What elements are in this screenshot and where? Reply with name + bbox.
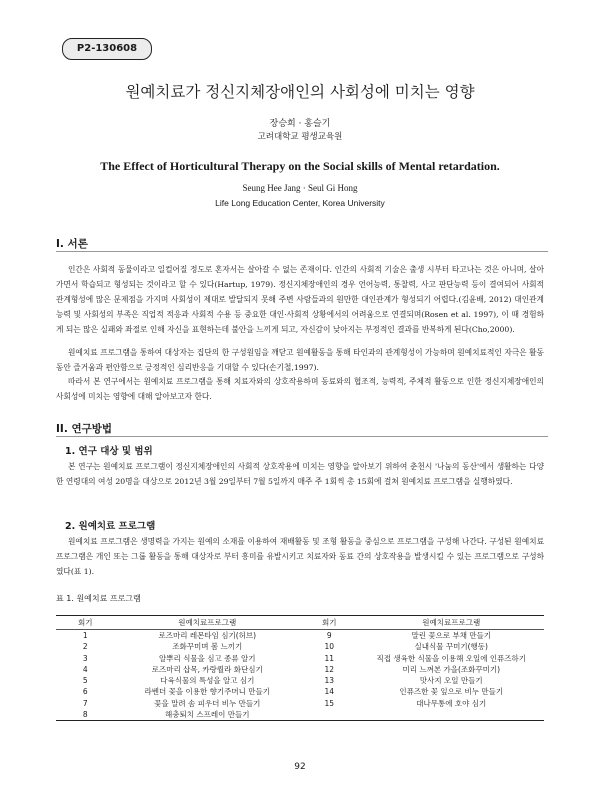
methods-subjects-paragraph: 본 연구는 원예치료 프로그램이 정신지체장애인의 사회적 상호작용에 미치는 영향을 알아보기 위하여 춘천시 '나눔의 동산'에서 생활하는 다양한 연령대의 여성 20명을 대상으로 2012년 3월 29일부터 7월 5일까지 매주 주 1회씩 총 15회에 걸쳐 원예치료 프로그램을 실행하였다. [56, 462, 544, 486]
cell-program: 알뿌리 식물을 심고 종류 알기 [159, 653, 256, 663]
table-row [56, 698, 544, 709]
cell-session: 5 [82, 676, 88, 686]
cell-session: 6 [82, 687, 88, 697]
intro-paragraph-1: 인간은 사회적 동물이라고 일컬어질 정도로 혼자서는 살아갈 수 없는 존재이다. 인간의 사회적 기술은 출생 시부터 타고나는 것은 아니며, 살아가면서 학습되고 형성되는 것이라고 할 수 있다(Hartup, 1979). 정신지체장애인의 경우 언어능력, 통찰력, 사고 판단능력 등이 결여되어 사회적 관계형성에 많은 문제점을 가지며 사회성이 제대로 발달되지 못해 주변 사람들과의 원만한 대인관계가 형성되기 어렵다.(김윤배, 2012) 대인관계 능력 및 사회성의 부족은 직업적 적응과 사회적 수용 등 중요한 대인·사회적 상황에서의 어려움으로 연결되며(Rosen et al. 1997), 이 때 경험하게 되는 많은 실패와 좌절로 인해 자신을 표현하는데 불안을 느끼게 되고, 자신감이 낮아지는 부정적인 결과를 반복하게 된다(Cho,2000). [56, 265, 544, 334]
cell-session: 14 [324, 687, 335, 697]
authors-korean: 장승희 · 홍슬기 [269, 119, 331, 129]
cell-session: 8 [82, 710, 88, 720]
methods-program-paragraph: 원예치료 프로그램은 생명력을 가지는 원예의 소재를 이용하여 재배활동 및 조형 활동을 중심으로 프로그램을 구성해 나간다. 구성된 원예치료 프로그램은 개인 또는 그룹 활동을 통해 대상자로 부터 흥미를 유발시키고 치료자와 동료 간의 상호작용을 발생시킬 수 있는 프로그램으로 구성하였다(표 1). [56, 537, 544, 576]
paper-title-english: The Effect of Horticultural Therapy on the Social skills of Mental retardation. [100, 159, 500, 173]
header-session: 회기 [322, 618, 337, 627]
paper-id-badge: P2-130608 [62, 38, 152, 60]
section-heading-methods-text: II. 연구방법 [56, 423, 113, 435]
section-heading-methods [56, 421, 556, 436]
cell-program: 꽃을 말려 솜 피우더 비누 만들기 [154, 698, 261, 708]
cell-session: 4 [82, 664, 88, 674]
table-row [56, 675, 544, 686]
cell-session: 12 [324, 664, 335, 674]
cell-session: 3 [82, 653, 88, 663]
cell-program: 대나무통에 호야 심기 [416, 698, 487, 708]
section-heading-intro-text: I. 서론 [56, 238, 88, 250]
subsection-heading-program: 2. 원예치료 프로그램 [65, 521, 156, 532]
cell-program: 맛사지 오일 만들기 [419, 676, 483, 686]
cell-session: 9 [326, 631, 332, 640]
table-row [56, 709, 544, 721]
header-program: 원예치료프로그램 [178, 618, 237, 627]
cell-session: 15 [324, 698, 335, 708]
cell-program: 실내식물 꾸미기(행동) [414, 642, 488, 652]
cell-program: 조화꾸미며 봄 느끼기 [172, 642, 243, 652]
cell-session: 2 [82, 642, 88, 652]
cell-program: 인퓨즈한 꽃 잎으로 비누 만들기 [399, 687, 504, 697]
table-row [56, 653, 544, 664]
cell-program: 다육식물의 특성을 알고 심기 [160, 676, 255, 686]
paper-title-korean: 원예치료가 정신지체장애인의 사회성에 미치는 영향 [125, 83, 475, 101]
cell-program: 미리 느껴본 가을(조화꾸미기) [402, 664, 501, 674]
intro-paragraph-3: 따라서 본 연구에서는 원예치료 프로그램을 통해 치료자와의 상호작용하며 동료와의 협조적, 능력적, 주체적 활동으로 인한 정신지체장애인의 사회성에 미치는 영향에 대해 알아보고자 한다. [56, 377, 544, 401]
cell-program: 라벤더 꽃을 이용한 향기주머니 만들기 [144, 687, 270, 697]
authors-english: Seung Hee Jang · Seul Gi Hong [242, 183, 358, 193]
cell-session: 7 [82, 698, 88, 708]
affiliation-korean: 고려대학교 평생교육원 [257, 132, 343, 142]
subsection-heading-subjects: 1. 연구 대상 및 범위 [65, 446, 153, 457]
program-table [56, 615, 544, 721]
section-rule [56, 436, 548, 437]
cell-program: 해충퇴치 스프레이 만들기 [165, 710, 250, 720]
cell-session: 13 [324, 676, 335, 686]
affiliation-english: Life Long Education Center, Korea University [215, 198, 385, 208]
cell-session: 11 [324, 653, 335, 663]
table-row [56, 686, 544, 697]
table-caption: 표 1. 원예치료 프로그램 [56, 594, 141, 603]
table-row [56, 641, 544, 652]
header-session: 회기 [78, 618, 93, 627]
table-row [56, 630, 544, 642]
page-number: 92 [294, 762, 306, 772]
cell-session: 1 [82, 631, 88, 640]
cell-program [359, 709, 544, 721]
cell-session: 10 [324, 642, 335, 652]
header-program: 원예치료프로그램 [422, 618, 481, 627]
intro-paragraph-2: 원예치료 프로그램을 통하여 대상자는 집단의 한 구성원임을 깨닫고 원예활동을 통해 타인과의 관계형성이 가능하며 원예치료적인 자극은 활동 동안 즐거움과 편안함으로 긍정적인 심리반응을 기대할 수 있다(손기철,1997). [56, 348, 544, 372]
cell-program: 로즈마리 삽목, 카랑퀄라 화단심기 [151, 664, 263, 674]
cell-program: 직접 생육한 식물을 이용해 오일에 인퓨즈하기 [376, 653, 527, 663]
section-heading-intro [56, 236, 556, 251]
table-row [56, 664, 544, 675]
section-rule [56, 251, 548, 252]
table-header-row [56, 616, 544, 630]
cell-session [300, 709, 359, 721]
cell-program: 로즈마리 레몬타임 심기(허브) [158, 631, 257, 640]
cell-program: 말린 꽃으로 부채 만들기 [411, 631, 492, 640]
